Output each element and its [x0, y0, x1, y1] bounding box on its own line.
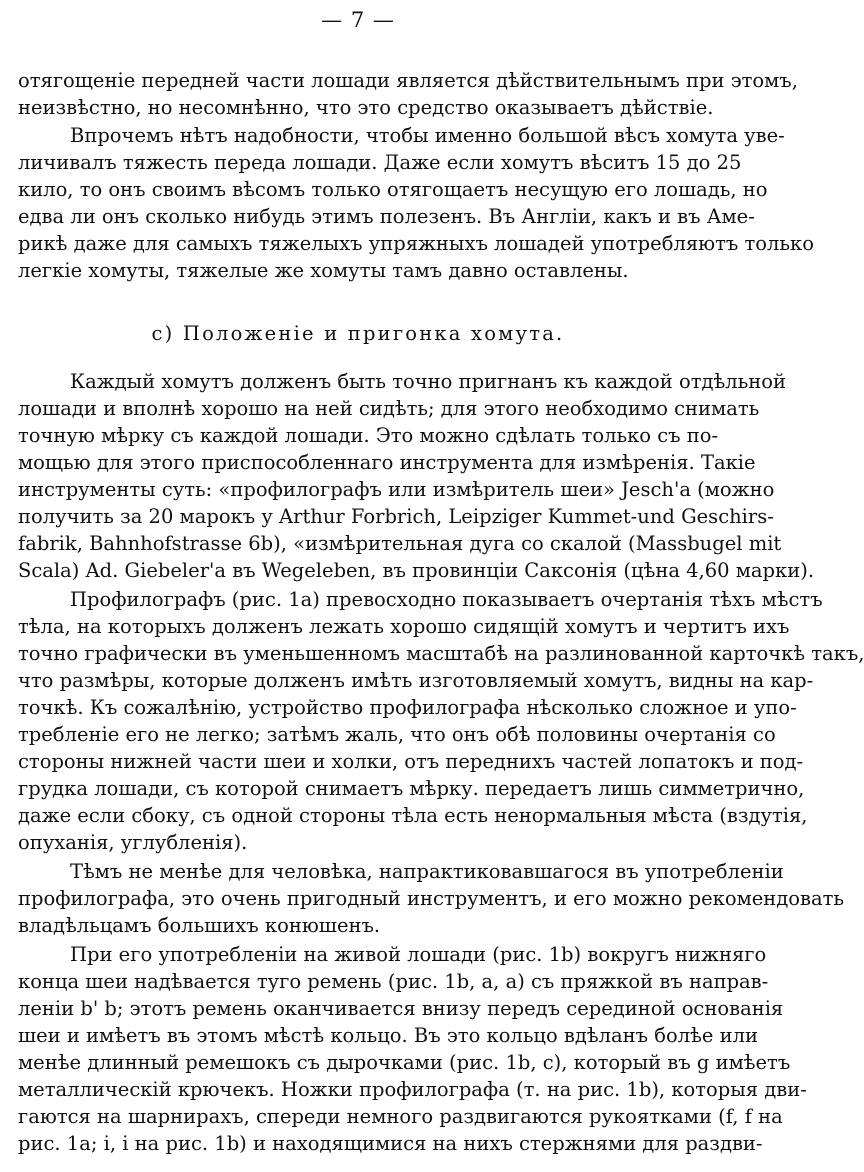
text-line: Впрочемъ нѣтъ надобности, чтобы именно большой вѣсъ хомута уве-: [70, 124, 785, 147]
text-line: опуханія, углубленія).: [18, 831, 248, 854]
text-line: что размѣры, которые долженъ имѣть изготовляемый хомутъ, видны на кар-: [18, 669, 814, 692]
text-line: стороны нижней части шеи и холки, отъ переднихъ частей лопатокъ и под-: [18, 750, 804, 773]
section-heading: с) Положеніе и пригонка хомута.: [151, 322, 565, 345]
text-line: точную мѣрку съ каждой лошади. Это можно сдѣлать только съ по-: [18, 424, 719, 447]
text-line: точкѣ. Къ сожалѣнію, устройство профилографа нѣсколько сложное и упо-: [18, 696, 797, 719]
text-line: гаются на шарнирахъ, спереди немного раздвигаются рукоятками (f, f на: [18, 1105, 783, 1128]
text-line: шеи и имѣетъ въ этомъ мѣстѣ кольцо. Въ это кольцо вдѣланъ болѣе или: [18, 1024, 759, 1047]
text-line: рис. 1a; i, i на рис. 1b) и находящимися на нихъ стержнями для раздви-: [18, 1132, 763, 1155]
text-line: металлическій крючекъ. Ножки профилографа (т. на рис. 1b), которыя дви-: [18, 1078, 807, 1101]
text-line: лошади и вполнѣ хорошо на ней сидѣть; для этого необходимо снимать: [18, 397, 760, 420]
text-line: владѣльцамъ большихъ конюшенъ.: [18, 914, 381, 937]
text-line: кило, то онъ своимъ вѣсомъ только отягощаетъ несущую его лошадь, но: [18, 178, 768, 201]
text-line: тѣла, на которыхъ долженъ лежать хорошо сидящій хомутъ и чертитъ ихъ: [18, 615, 790, 638]
text-line: мощью для этого приспособленнаго инструмента для измѣренія. Такіе: [18, 451, 756, 474]
text-line: леніи b' b; этотъ ремень оканчивается внизу передъ серединой основанія: [18, 997, 784, 1020]
text-line: инструменты суть: «профилографъ или измѣритель шеи» Jesch'а (можно: [18, 478, 775, 501]
text-line: легкіе хомуты, тяжелые же хомуты тамъ давно оставлены.: [18, 259, 629, 282]
text-line: личивалъ тяжесть переда лошади. Даже если хомутъ вѣситъ 15 до 25: [18, 151, 742, 174]
text-line: рикѣ даже для самыхъ тяжелыхъ упряжныхъ лошадей употребляютъ только: [18, 232, 814, 255]
text-line: Профилографъ (рис. 1a) превосходно показываетъ очертанія тѣхъ мѣстъ: [70, 588, 823, 611]
text-line: отягощеніе передней части лошади является дѣйствительнымъ при этомъ,: [18, 69, 798, 92]
text-line: Scala) Ad. Giebeler'а въ Wegeleben, въ провинціи Саксонія (цѣна 4,60 марки).: [18, 559, 815, 582]
text-line: грудка лошади, съ которой снимаетъ мѣрку. передаетъ лишь симметрично,: [18, 777, 805, 800]
page-number: — 7 —: [321, 8, 395, 32]
text-line: едва ли онъ сколько нибудь этимъ полезенъ. Въ Англіи, какъ и въ Аме-: [18, 205, 755, 228]
text-line: даже если сбоку, съ одной стороны тѣла есть ненормальныя мѣста (вздутія,: [18, 804, 808, 827]
text-line: получить за 20 марокъ у Arthur Forbrich, Leipziger Kummet-und Geschirs-: [18, 505, 774, 528]
text-line: Каждый хомутъ долженъ быть точно пригнанъ къ каждой отдѣльной: [70, 370, 787, 393]
text-line: менѣе длинный ремешокъ съ дырочками (рис. 1b, c), который въ g имѣетъ: [18, 1051, 791, 1074]
text-line: неизвѣстно, но несомнѣнно, что это средство оказываетъ дѣйствіе.: [18, 96, 714, 119]
text-line: При его употребленіи на живой лошади (рис. 1b) вокругъ нижняго: [70, 943, 767, 966]
text-line: профилографа, это очень пригодный инструментъ, и его можно рекомендовать: [18, 887, 845, 910]
text-line: fabrik, Bahnhofstrasse 6b), «измѣрительная дуга со скалой (Massbugel mit: [18, 532, 782, 555]
text-line: конца шеи надѣвается туго ремень (рис. 1b, а, а) съ пряжкой въ направ-: [18, 970, 769, 993]
text-line: требленіе его не легко; затѣмъ жаль, что онъ обѣ половины очертанія со: [18, 723, 776, 746]
text-line: Тѣмъ не менѣе для человѣка, напрактиковавшагося въ употребленіи: [70, 860, 784, 883]
text-line: точно графически въ уменьшенномъ масштабѣ на разлинованной карточкѣ такъ,: [18, 642, 864, 665]
